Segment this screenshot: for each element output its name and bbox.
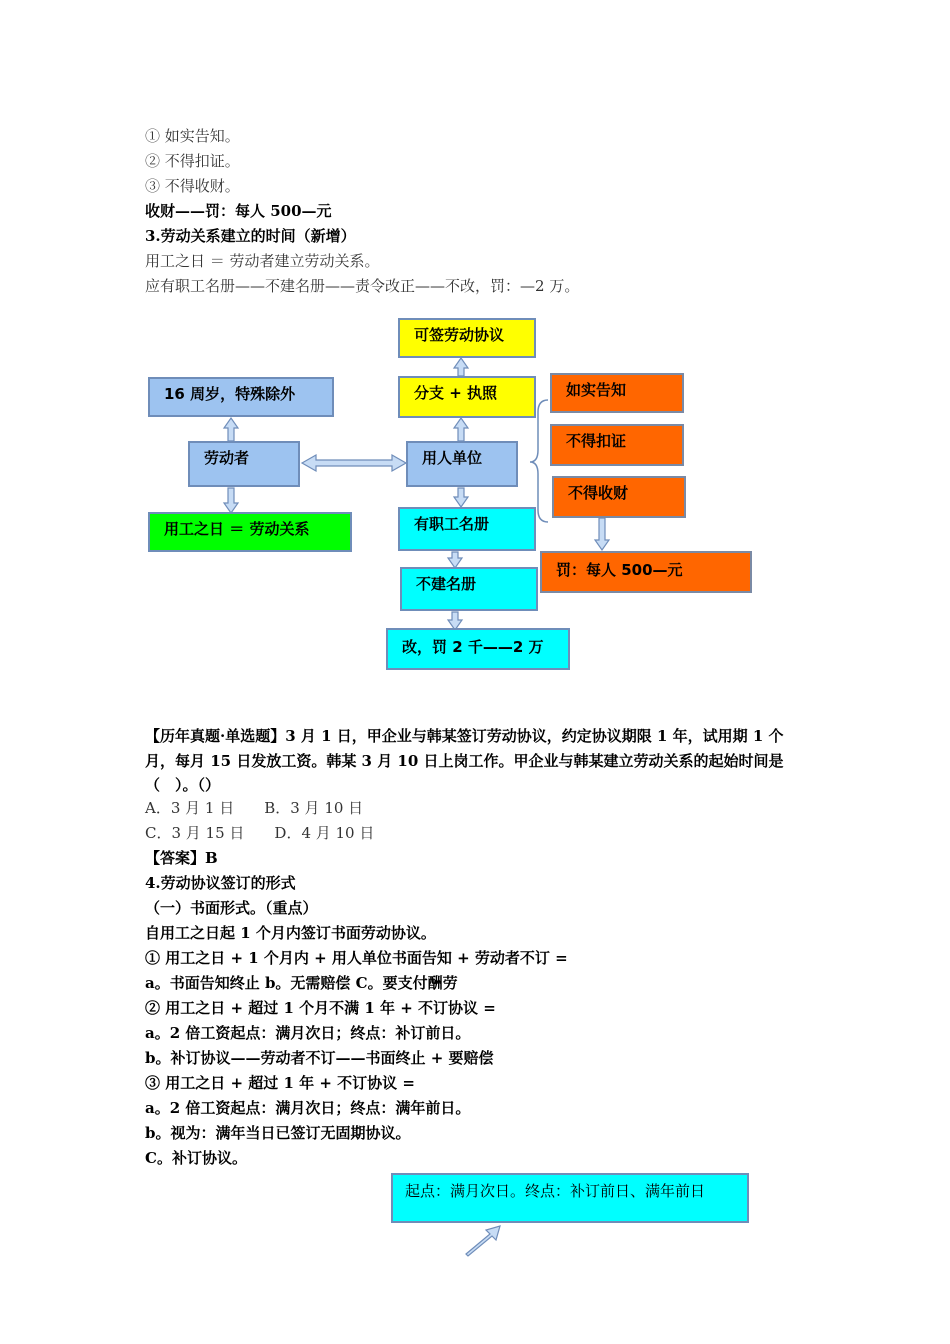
box-no-roster: 不建名册 [400,567,538,611]
arrow-employer-branch [454,418,468,441]
arrow-employer-roster [454,488,468,507]
section-4-line-3: a。书面告知终止 b。无需赔偿 C。要支付酬劳 [145,974,458,992]
box-roster: 有职工名册 [398,507,536,551]
section-4-line-8: a。2 倍工资起点：满月次日；终点：满年前日。 [145,1099,471,1117]
text-line-inform: ① 如实告知。 [145,127,240,145]
box-employer: 用人单位 [406,441,518,487]
section-4-line-7: ③ 用工之日 + 超过 1 年 + 不订协议 = [145,1074,415,1092]
arrow-worker-day [224,488,238,513]
question-stem: 【历年真题·单选题】3 月 1 日，甲企业与韩某签订劳动协议，约定协议期限 1 年，试用期 1 个月，每月 15 日发放工资。韩某 3 月 10 日上岗工作。甲企业与韩某建立劳动关系的起始时间是（ ）。（） [145,727,784,794]
text-line-employment-day: 用工之日 ＝ 劳动者建立劳动关系。 [145,252,380,270]
question-options-cd: C．3 月 15 日 D．4 月 10 日 [145,824,375,842]
box-fine-each: 罚：每人 500—元 [540,551,752,593]
box-branch-license: 分支 + 执照 [398,376,536,418]
text-line-fine: 收财——罚：每人 500—元 [145,202,332,220]
arrow-worker-age [224,418,238,441]
box-worker: 劳动者 [188,441,300,487]
box-employment-day: 用工之日 ＝ 劳动关系 [148,512,352,552]
brace-employer-duties [530,400,548,522]
arrow-collect-fine [595,518,609,550]
text-line-roster: 应有职工名册——不建名册——责令改正——不改，罚：—2 万。 [145,277,580,295]
arrow-worker-employer [302,455,406,471]
arrow-roster-noroster [448,552,462,568]
box-no-collect: 不得收财 [552,476,686,518]
box-no-seize-id: 不得扣证 [550,424,684,466]
box-can-sign: 可签劳动协议 [398,318,536,358]
section-3-title: 3.劳动关系建立的时间（新增） [145,227,356,245]
section-4-line-4: ② 用工之日 + 超过 1 个月不满 1 年 + 不订协议 = [145,999,496,1017]
arrow-note-diagonal [466,1226,500,1256]
question-options-ab: A．3 月 1 日 B．3 月 10 日 [145,799,364,817]
section-4-line-2: ① 用工之日 + 1 个月内 + 用人单位书面告知 + 劳动者不订 = [145,949,568,967]
box-fix-fine: 改，罚 2 千——2 万 [386,628,570,670]
section-4-line-1: 自用工之日起 1 个月内签订书面劳动协议。 [145,924,436,942]
section-4-line-5: a。2 倍工资起点：满月次日；终点：补订前日。 [145,1024,471,1042]
section-4-title: 4.劳动协议签订的形式 [145,874,296,892]
note-box: 起点：满月次日。终点：补订前日、满年前日 [391,1173,749,1223]
section-4-line-6: b。补订协议——劳动者不订——书面终止 + 要赔偿 [145,1049,494,1067]
box-age: 16 周岁，特殊除外 [148,377,334,417]
question-answer: 【答案】B [145,849,218,867]
section-4-subtitle: （一）书面形式。（重点） [145,899,318,917]
box-inform: 如实告知 [550,373,684,413]
section-4-line-10: C。补订协议。 [145,1149,247,1167]
text-line-no-seize-id: ② 不得扣证。 [145,152,240,170]
text-line-no-collect: ③ 不得收财。 [145,177,240,195]
section-4-line-9: b。视为：满年当日已签订无固期协议。 [145,1124,411,1142]
arrow-branch-cansign [454,358,468,376]
